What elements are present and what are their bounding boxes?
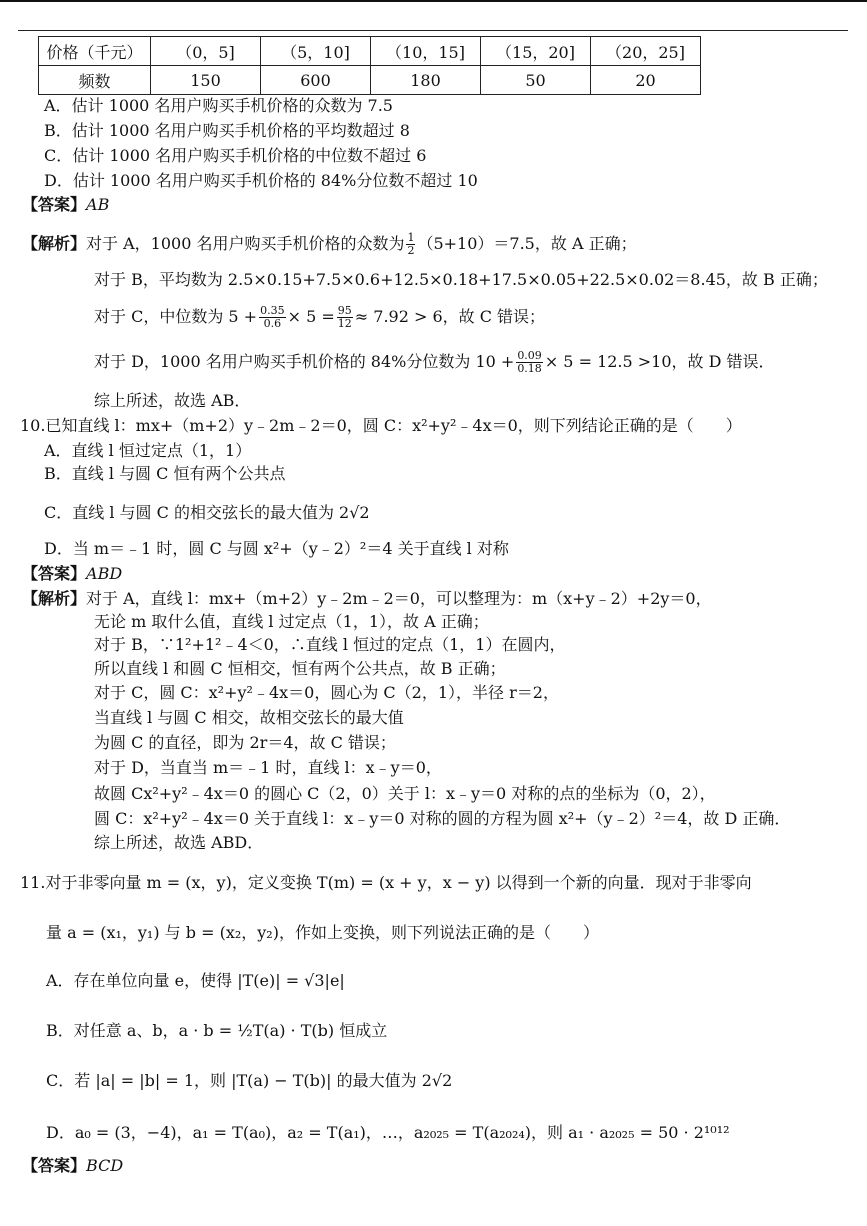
answer-value: ABD [86,564,123,583]
q10-analysis-line-3: 对于 B，∵1²+1²﹣4＜0，∴直线 l 恒过的定点（1，1）在圆内， [94,635,566,654]
numerator: 1 [407,231,415,244]
fraction [259,305,286,330]
q10-analysis-line-6: 当直线 l 与圆 C 相交，故相交弦长的最大值 [94,708,404,727]
table-row [39,66,701,95]
q9-analysis-line-3 [94,305,545,330]
table-cell: （15，20] [481,37,591,66]
q9-analysis-line-4 [94,350,775,375]
text: （5+10）＝7.5，故 A 正确； [417,234,637,253]
table-cell: （10，15] [371,37,481,66]
q10-answer [22,563,122,585]
answer-value: AB [86,195,110,214]
table-cell: 频数 [39,66,151,95]
q9-answer [22,194,109,216]
q9-analysis-line-5: 综上所述，故选 AB． [94,391,251,410]
answer-tag: 【答案】 [22,195,87,214]
fraction [516,350,543,375]
text: 对于 D，1000 名用户购买手机价格的 84%分位数为 10 + [94,352,515,371]
q10-option-b: B．直线 l 与圆 C 恒有两个公共点 [44,464,286,483]
q11-option-b: B．对任意 a、b，a · b = ½T(a) · T(b) 恒成立 [46,1021,388,1040]
q10-analysis-line-9: 故圆 Cx²+y²﹣4x＝0 的圆心 C（2，0）关于 l：x﹣y＝0 对称的点的坐标为（0，2）， [94,784,716,803]
table-cell: 50 [481,66,591,95]
numerator: 0.09 [517,349,542,362]
denominator: 0.18 [517,362,542,375]
fraction [337,305,353,330]
q11-stem-line-1: 11.对于非零向量 m = (x，y)，定义变换 T(m) = (x + y，x − y) 以得到一个新的向量．现对于非零向 [20,873,752,892]
q11-option-c: C．若 |a| = |b| = 1，则 |T(a) − T(b)| 的最大值为 2√2 [46,1071,453,1090]
text: × 5 = [287,307,335,326]
fraction [406,232,415,257]
table-cell: （20，25] [591,37,701,66]
q10-analysis-line-5: 对于 C，圆 C：x²+y²﹣4x＝0，圆心为 C（2，1），半径 r＝2， [94,683,559,702]
q9-option-d: D．估计 1000 名用户购买手机价格的 84%分位数不超过 10 [44,171,478,190]
text: 对于 A，直线 l：mx+（m+2）y﹣2m﹣2＝0，可以整理为：m（x+y﹣2）+2y＝0， [86,589,712,608]
text: × 5 = 12.5 >10，故 D 错误． [544,352,775,371]
numerator: 0.35 [260,304,285,317]
q10-option-c: C．直线 l 与圆 C 的相交弦长的最大值为 2√2 [44,503,370,522]
text: 对于 A，1000 名用户购买手机价格的众数为 [86,234,405,253]
answer-tag: 【答案】 [22,564,87,583]
denominator: 12 [337,317,352,330]
q9-analysis-line-1 [22,232,637,257]
q9-analysis-line-2: 对于 B，平均数为 2.5×0.15+7.5×0.6+12.5×0.18+17.5×0.05+22.5×0.02＝8.45，故 B 正确； [94,270,828,289]
q9-option-c: C．估计 1000 名用户购买手机价格的中位数不超过 6 [44,146,427,165]
q11-option-d: D．a₀ = (3，−4)，a₁ = T(a₀)，a₂ = T(a₁)，…，a₂₀₂₅ = T(a₂₀₂₄)，则 a₁ · a₂₀₂₅ = 50 · 2¹⁰¹² [46,1123,730,1142]
answer-value: BCD [86,1156,124,1175]
numerator: 95 [337,304,352,317]
q10-analysis-line-10: 圆 C：x²+y²﹣4x＝0 关于直线 l：x﹣y＝0 对称的圆的方程为圆 x²+（y﹣2）²＝4，故 D 正确． [94,809,791,828]
q10-analysis-line-4: 所以直线 l 和圆 C 恒相交，恒有两个公共点，故 B 正确； [94,659,506,678]
q11-stem-line-2: 量 a = (x₁，y₁) 与 b = (x₂，y₂)，作如上变换，则下列说法正确的是（ ） [46,923,599,942]
text: 对于 C，中位数为 5 + [94,307,258,326]
q10-analysis-line-8: 对于 D，当直当 m＝﹣1 时，直线 l：x﹣y＝0， [94,758,442,777]
top-border [0,0,867,2]
q10-analysis-line-7: 为圆 C 的直径，即为 2r＝4，故 C 错误； [94,733,396,752]
q10-analysis-line-2: 无论 m 取什么值，直线 l 过定点（1，1），故 A 正确； [94,612,489,631]
denominator: 2 [407,244,415,257]
q10-analysis-line-11: 综上所述，故选 ABD． [94,833,264,852]
q11-answer [22,1155,123,1177]
answer-tag: 【答案】 [22,1156,87,1175]
analysis-tag: 【解析】 [22,589,87,608]
table-row [39,37,701,66]
q10-stem: 10.已知直线 l：mx+（m+2）y﹣2m﹣2＝0，圆 C：x²+y²﹣4x＝0，则下列结论正确的是（ ） [20,416,742,435]
q11-option-a: A．存在单位向量 e，使得 |T(e)| = √3|e| [46,971,345,990]
q10-option-a: A．直线 l 恒过定点（1，1） [44,441,252,460]
text: ≈ 7.92 > 6，故 C 错误； [354,307,546,326]
header-rule [18,30,848,31]
price-frequency-table [38,36,701,95]
table-cell: 价格（千元） [39,37,151,66]
denominator: 0.6 [263,317,282,330]
table-cell: 150 [151,66,261,95]
table-cell: （5，10] [261,37,371,66]
table-cell: 600 [261,66,371,95]
q9-option-b: B．估计 1000 名用户购买手机价格的平均数超过 8 [44,121,410,140]
q10-analysis-line-1 [22,588,712,610]
table-cell: （0，5] [151,37,261,66]
analysis-tag: 【解析】 [22,234,87,253]
q9-option-a: A．估计 1000 名用户购买手机价格的众数为 7.5 [44,96,393,115]
q10-option-d: D．当 m＝﹣1 时，圆 C 与圆 x²+（y﹣2）²＝4 关于直线 l 对称 [44,539,509,558]
table-cell: 20 [591,66,701,95]
table-cell: 180 [371,66,481,95]
